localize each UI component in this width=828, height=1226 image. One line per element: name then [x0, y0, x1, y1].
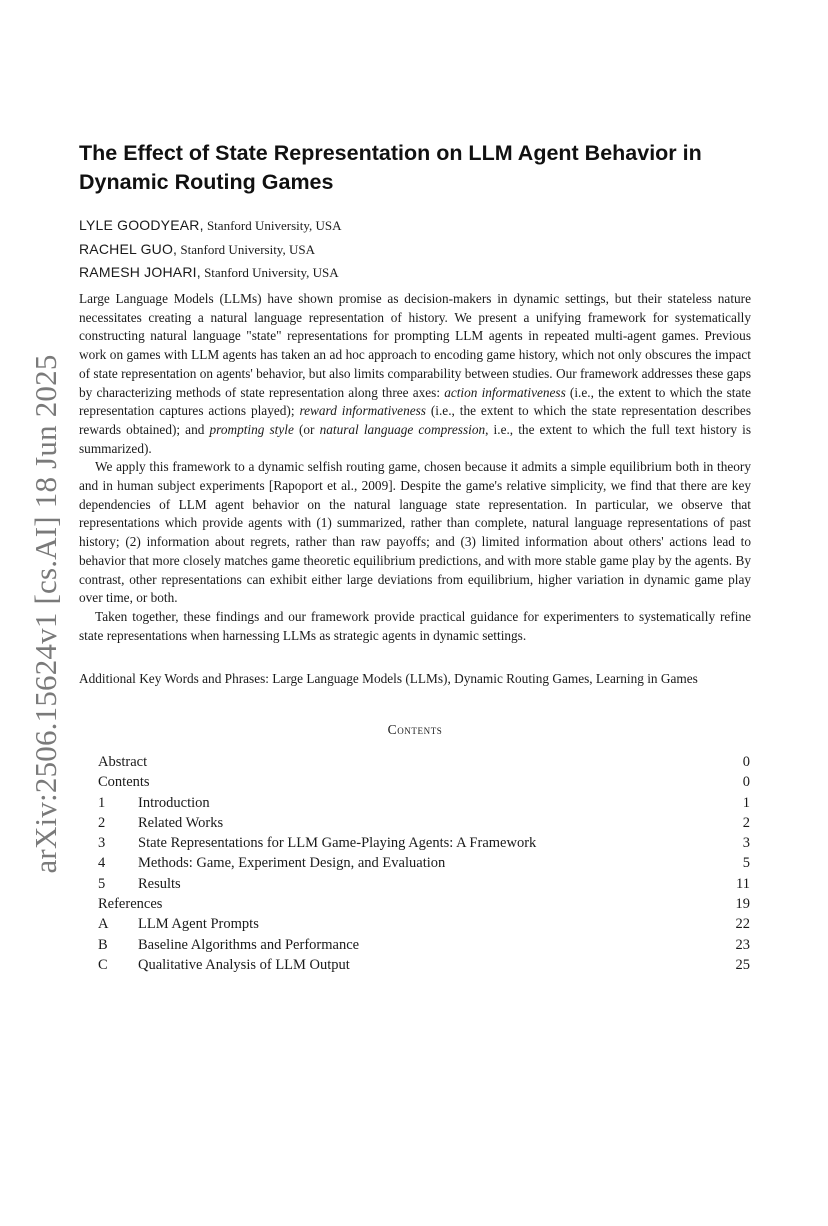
- toc-entry-title[interactable]: Related Works: [138, 814, 224, 831]
- toc-entry-title[interactable]: Baseline Algorithms and Performance: [138, 936, 360, 953]
- toc-entry-page[interactable]: 25: [735, 956, 750, 973]
- toc-entry-number: 1: [98, 794, 106, 811]
- toc-entry[interactable]: [98, 772, 750, 792]
- author-name: RAMESH JOHARI,: [79, 264, 201, 280]
- emphasis-term: reward informativeness: [299, 403, 426, 419]
- toc-entry[interactable]: [98, 874, 750, 894]
- toc-entry-title[interactable]: References: [98, 896, 163, 913]
- toc-entry-page[interactable]: 3: [742, 835, 750, 852]
- toc-entry-page[interactable]: 22: [735, 916, 750, 933]
- toc-entry[interactable]: [98, 752, 750, 772]
- toc-entry-number: A: [98, 916, 109, 933]
- abstract-paragraph-2: We apply this framework to a dynamic selfish routing game, chosen because it admits a simple equilibrium both in theory and in human subject experiments [Rapoport et al., 2009]. Despite the game's relative simplicity, we find that there are key dependencies of LLM agent behavior on the natural language state representation. In particular, we observe that representations which provide agents with (1) summarized, rather than complete, natural language representations of past history; (2) information about regrets, rather than raw payoffs; and (3) limited information about others' actions lead to behavior that more closely matches game theoretic equilibrium predictions, and with more stable game play by the agents. By contrast, other representations can exhibit either large deviations from equilibrium, higher variation in dynamic game play over time, or both.: [79, 459, 751, 606]
- author-entry: [79, 261, 342, 285]
- abstract-text: (i.e., the extent to which the state representation describes rewards obtained); and: [79, 403, 751, 437]
- toc-entry[interactable]: [98, 955, 750, 975]
- paper-title: The Effect of State Representation on LLM Agent Behavior in Dynamic Routing Games: [79, 141, 702, 194]
- abstract: [79, 290, 751, 645]
- toc-entry-title[interactable]: State Representations for LLM Game-Playing Agents: A Framework: [138, 835, 537, 852]
- toc-entry-title[interactable]: Results: [138, 875, 181, 892]
- author-affiliation: Stanford University, USA: [203, 218, 342, 233]
- author-affiliation: Stanford University, USA: [177, 241, 315, 257]
- toc-entry-title[interactable]: Contents: [98, 774, 150, 791]
- abstract-text: (i.e., the extent to which the state representation captures actions played);: [79, 384, 752, 419]
- toc-entry[interactable]: [98, 793, 750, 813]
- toc-entry-page[interactable]: 0: [742, 754, 750, 770]
- toc-entry[interactable]: [98, 914, 750, 934]
- keywords: [79, 670, 751, 689]
- toc-entry-title[interactable]: Methods: Game, Experiment Design, and Evaluation: [138, 855, 446, 872]
- toc-entry-page[interactable]: 19: [735, 896, 750, 913]
- toc-entry[interactable]: [98, 833, 750, 853]
- author-name: LYLE GOODYEAR,: [79, 217, 204, 233]
- toc-entry-title[interactable]: Qualitative Analysis of LLM Output: [138, 956, 350, 973]
- toc-entry-title[interactable]: Abstract: [98, 754, 148, 770]
- toc-entry-page[interactable]: 2: [742, 814, 750, 831]
- keywords-text: Additional Key Words and Phrases: Large Language Models (LLMs), Dynamic Routing Games, Learning in Games: [79, 671, 698, 686]
- arxiv-sidebar: [26, 324, 66, 904]
- toc-entry-number: 4: [98, 855, 106, 872]
- toc-entry[interactable]: [98, 894, 750, 914]
- abstract-paragraph-1: [79, 290, 751, 458]
- toc-entry-number: 2: [98, 814, 106, 831]
- author-entry: [79, 214, 342, 238]
- toc-entry[interactable]: [98, 853, 750, 873]
- toc-entry-number: 3: [98, 835, 106, 852]
- abstract-text: (or: [293, 421, 320, 437]
- toc-entry-number: 5: [98, 875, 106, 892]
- toc-entry-number: C: [98, 956, 108, 973]
- abstract-paragraph-3: Taken together, these findings and our framework provide practical guidance for experimenters to systematically refine state representations when harnessing LLMs as strategic agents in dynamic settings.: [79, 608, 751, 643]
- abstract-text: Large Language Models (LLMs) have shown promise as decision-makers in dynamic settings, but their stateless nature necessitates creating a natural language representation of history. We present a unifying framework for systematically constructing natural language "state" representations for prompting LLM agents in repeated multi-agent games. Previous work on games with LLM agents has taken an ad hoc approach to encoding game history, which not only obscures the impact of state representation on agents' behavior, but also limits comparability between studies. Our framework addresses these gaps by characterizing methods of state representation along three axes:: [79, 291, 751, 400]
- contents-heading: Contents: [387, 722, 443, 737]
- arxiv-identifier: arXiv:2506.15624v1 [cs.AI] 18 Jun 2025: [28, 354, 63, 874]
- toc-entry[interactable]: [98, 813, 750, 833]
- emphasis-term: action informativeness: [444, 384, 566, 400]
- author-affiliation: Stanford University, USA: [200, 265, 339, 280]
- toc-entry-page[interactable]: 11: [736, 875, 750, 892]
- toc-entry-page[interactable]: 1: [742, 794, 750, 811]
- author-name: RACHEL GUO,: [79, 240, 178, 257]
- emphasis-term: prompting style: [209, 421, 294, 437]
- author-list: [79, 214, 342, 285]
- table-of-contents: [98, 752, 750, 975]
- toc-entry-page[interactable]: 5: [742, 855, 750, 872]
- author-entry: [79, 238, 342, 262]
- toc-entry-page[interactable]: 0: [742, 774, 750, 791]
- toc-entry-page[interactable]: 23: [735, 936, 750, 953]
- abstract-text: , i.e., the extent to which the full text history is summarized).: [79, 421, 752, 456]
- toc-entry[interactable]: [98, 935, 750, 955]
- toc-entry-title[interactable]: Introduction: [138, 794, 210, 811]
- toc-entry-number: B: [98, 936, 108, 953]
- toc-entry-title[interactable]: LLM Agent Prompts: [138, 916, 259, 933]
- emphasis-term: natural language compression: [319, 421, 486, 437]
